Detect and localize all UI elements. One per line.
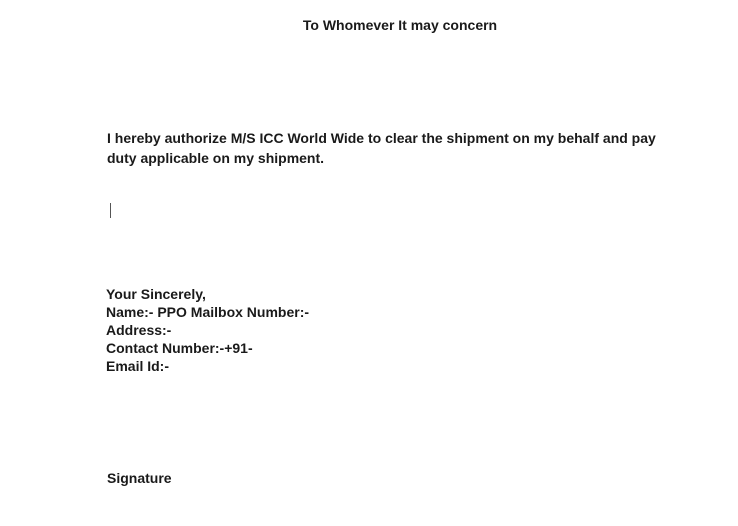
signoff-block bbox=[106, 285, 309, 375]
authorization-line-2: duty applicable on my shipment. bbox=[107, 150, 325, 166]
name-field-label: Name:- PPO Mailbox Number:- bbox=[106, 304, 310, 320]
authorization-line-1: I hereby authorize M/S ICC World Wide to clear the shipment on my behalf and pay bbox=[107, 130, 656, 146]
address-field-label: Address:- bbox=[106, 322, 172, 338]
document-title: To Whomever It may concern bbox=[302, 17, 498, 33]
signature-label: Signature bbox=[107, 470, 172, 486]
authorization-paragraph bbox=[107, 128, 707, 168]
contact-field-label: Contact Number:-+91- bbox=[106, 340, 253, 356]
text-cursor bbox=[110, 203, 111, 218]
email-field-label: Email Id:- bbox=[106, 358, 170, 374]
closing-line: Your Sincerely, bbox=[106, 286, 206, 302]
